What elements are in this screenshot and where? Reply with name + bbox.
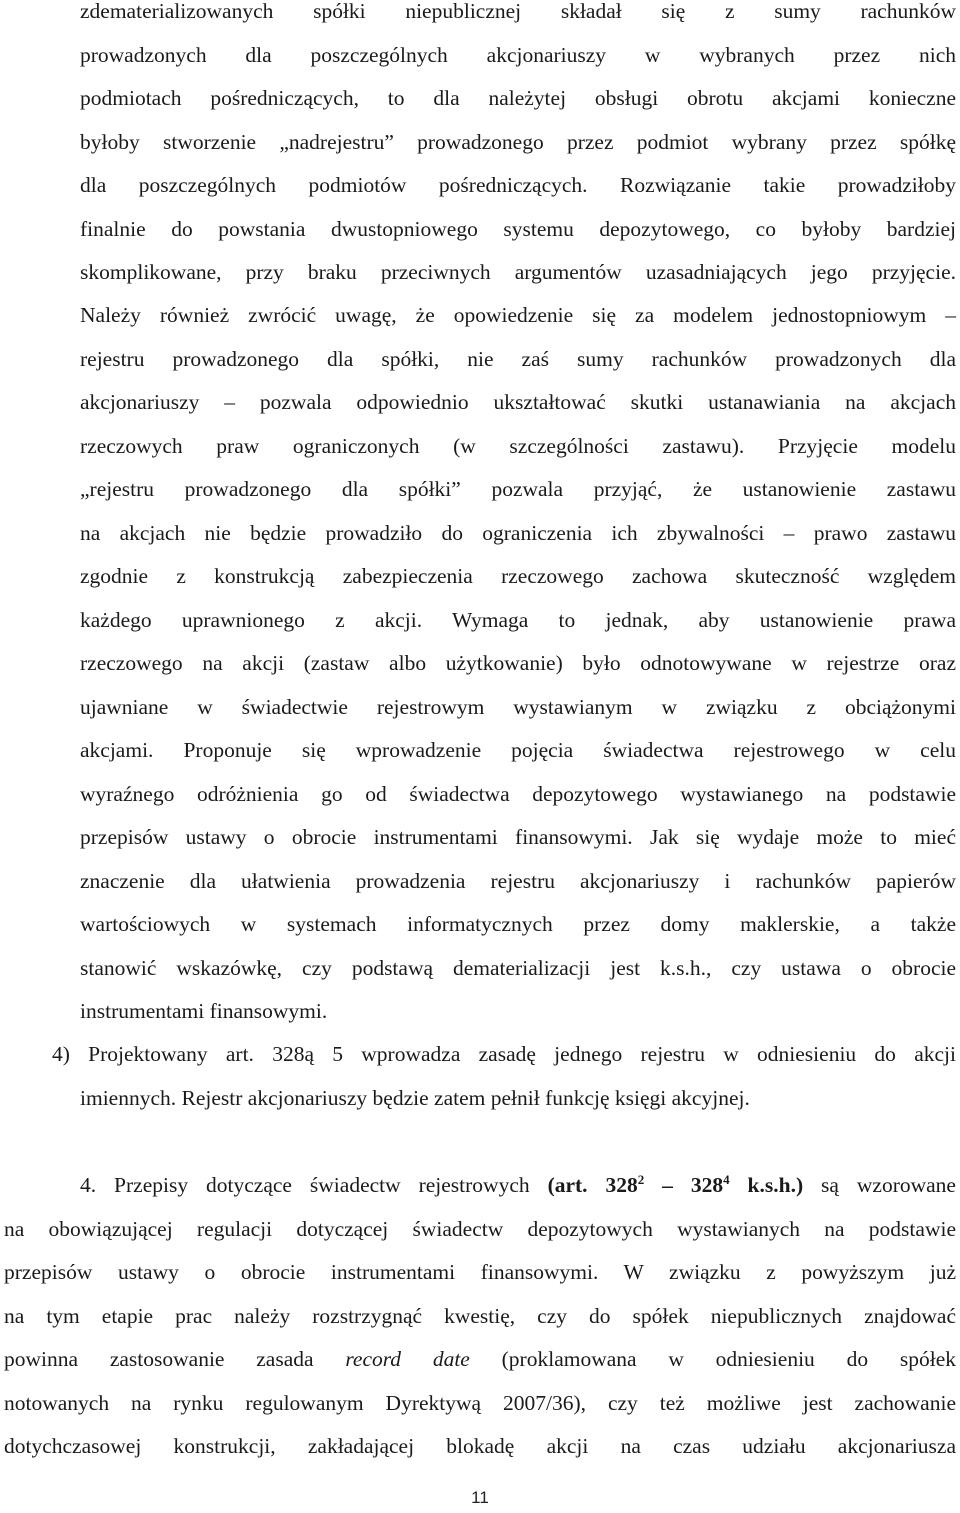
text-line: skomplikowane, przy braku przeciwnych argumentów uzasadniających jego przyjęcie. <box>80 260 956 284</box>
section-lead-line: 4. Przepisy dotyczące świadectw rejestrowych (art. $328^2 - 328^4$ k.s.h.) są wzorowane <box>80 1171 956 1197</box>
text-line: na akcjach nie będzie prowadziło do ograniczenia ich zbywalności – prawo zastawu <box>80 521 956 545</box>
text-line: stanowić wskazówkę, czy podstawą dematerializacji jest k.s.h., czy ustawa o obrocie <box>80 956 956 980</box>
record-date-term: record date <box>345 1347 470 1371</box>
text-line: Należy również zwrócić uwagę, że opowiedzenie się za modelem jednostopniowym – <box>80 303 956 327</box>
text-line: akcjonariuszy – pozwala odpowiednio ukształtować skutki ustanawiania na akcjach <box>80 390 956 414</box>
text-line: zdematerializowanych spółki niepublicznej składał się z sumy rachunków <box>80 0 956 23</box>
text-line: finalnie do powstania dwustopniowego systemu depozytowego, co byłoby bardziej <box>80 217 956 241</box>
text-line: 4) Projektowany art. 328ą 5 wprowadza zasadę jednego rejestru w odniesieniu do akcji <box>52 1042 956 1066</box>
text-line: instrumentami finansowymi. <box>80 999 328 1023</box>
text-line: wartościowych w systemach informatycznych przez domy maklerskie, a także <box>80 912 956 936</box>
text-line: dotychczasowej konstrukcji, zakładającej blokadę akcji na czas udziału akcjonariusza <box>4 1434 956 1458</box>
text-line: rzeczowych praw ograniczonych (w szczególności zastawu). Przyjęcie modelu <box>80 434 956 458</box>
section-lead: 4. Przepisy dotyczące świadectw rejestrowych <box>80 1173 548 1197</box>
text-line: przepisów ustawy o obrocie instrumentami finansowymi. W związku z powyższym już <box>4 1260 956 1284</box>
page-number: 11 <box>471 1488 489 1507</box>
text-line: przepisów ustawy o obrocie instrumentami finansowymi. Jak się wydaje może to mieć <box>80 825 956 849</box>
text-line: podmiotach pośredniczących, to dla należytej obsługi obrotu akcjami konieczne <box>80 86 956 110</box>
text-line: każdego uprawnionego z akcji. Wymaga to jednak, aby ustanowienie prawa <box>80 608 956 632</box>
article-reference: (art. $328^2 - 328^4$ k.s.h.) <box>547 1171 804 1197</box>
text-line: prowadzonych dla poszczególnych akcjonariuszy w wybranych przez nich <box>80 43 956 67</box>
text-line: dla poszczególnych podmiotów pośredniczących. Rozwiązanie takie prowadziłoby <box>80 173 956 197</box>
text-line: akcjami. Proponuje się wprowadzenie pojęcia świadectwa rejestrowego w celu <box>80 738 956 762</box>
text-line: „rejestru prowadzonego dla spółki” pozwala przyjąć, że ustanowienie zastawu <box>80 477 956 501</box>
text-line: imiennych. Rejestr akcjonariuszy będzie zatem pełnił funkcję księgi akcyjnej. <box>80 1086 750 1110</box>
text-line: zgodnie z konstrukcją zabezpieczenia rzeczowego zachowa skuteczność względem <box>80 564 956 588</box>
text-line: byłoby stworzenie „nadrejestru” prowadzonego przez podmiot wybrany przez spółkę <box>80 130 956 154</box>
text-line: wyraźnego odróżnienia go od świadectwa depozytowego wystawianego na podstawie <box>80 782 956 806</box>
text-line: na tym etapie prac należy rozstrzygnąć kwestię, czy do spółek niepublicznych znajdować <box>4 1304 956 1328</box>
text-line: znaczenie dla ułatwienia prowadzenia rejestru akcjonariuszy i rachunków papierów <box>80 869 956 893</box>
text-line: rejestru prowadzonego dla spółki, nie zaś sumy rachunków prowadzonych dla <box>80 347 956 371</box>
text-line: rzeczowego na akcji (zastaw albo użytkowanie) było odnotowywane w rejestrze oraz <box>80 651 956 675</box>
text-line: notowanych na rynku regulowanym Dyrektywą 2007/36), czy też możliwe jest zachowanie <box>4 1391 956 1415</box>
text-line: na obowiązującej regulacji dotyczącej świadectw depozytowych wystawianych na podstawie <box>4 1217 956 1241</box>
text-line: powinna zastosowanie zasada record date (proklamowana w odniesieniu do spółek <box>4 1347 956 1371</box>
text-line: ujawniane w świadectwie rejestrowym wystawianym w związku z obciążonymi <box>80 695 956 719</box>
